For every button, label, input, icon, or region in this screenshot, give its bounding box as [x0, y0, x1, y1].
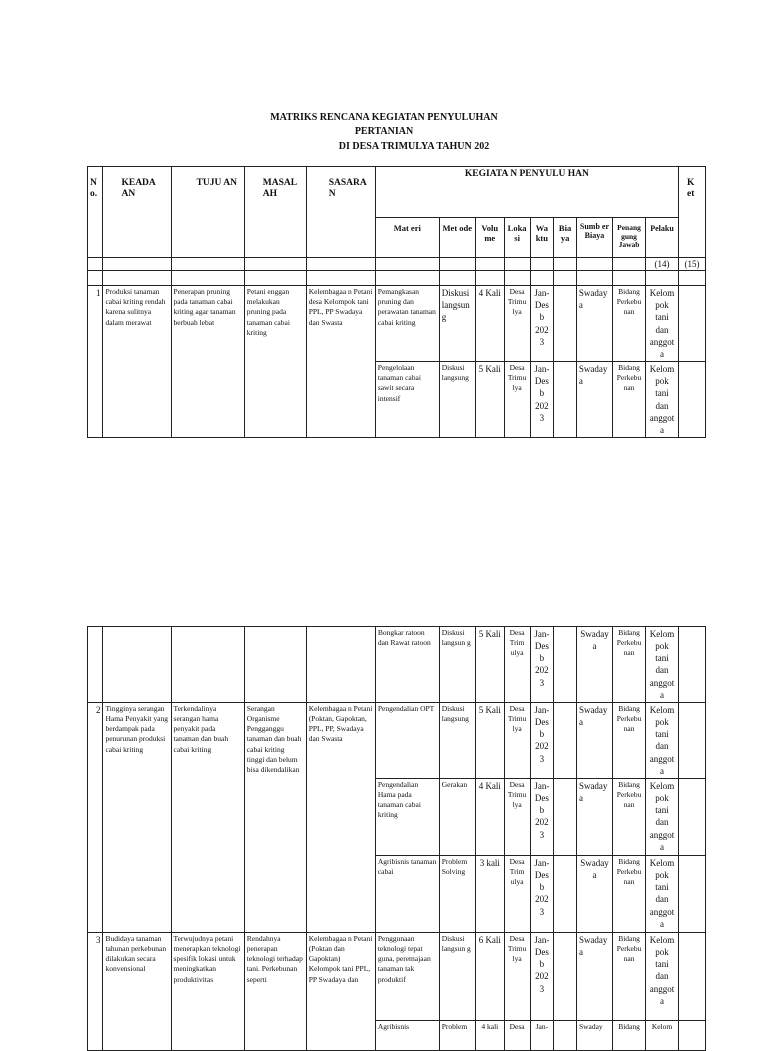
waktu-cell: Jan-Des b 202 3	[530, 933, 554, 1021]
number-row	[88, 258, 706, 271]
sumber-cell: Swaday	[576, 1021, 612, 1051]
header-no: N o.	[88, 167, 103, 258]
title-line-3: DI DESA TRIMULYA TAHUN 202	[338, 141, 490, 152]
header-penanggung-jawab: Penang gung Jawab	[613, 218, 646, 258]
pelaku-cell: Kelom pok tani dan anggot a	[646, 779, 679, 856]
materi-cell: Pengelolaan tanaman cabai sawit secara intensif	[375, 362, 439, 438]
pj-cell: Bidang Perkebu nan	[613, 856, 646, 933]
materi-cell: Agribisnis	[375, 1021, 439, 1051]
header-keadaan: KEADA AN	[103, 167, 171, 258]
header-ket: K et	[679, 167, 706, 258]
waktu-cell: Jan-Des b 202 3	[530, 286, 554, 362]
pj-cell: Bidang Perkebu nan	[613, 933, 646, 1021]
masalah-cell: Petani enggan melakukan pruning pada tanaman cabai kriting	[244, 286, 306, 438]
pelaku-cell: Kelom pok tani dan anggot a	[646, 286, 679, 362]
volume-cell: 5 Kali	[475, 362, 504, 438]
col-number-15: (15)	[679, 258, 706, 271]
matrix-table-1	[87, 166, 706, 438]
lokasi-cell: Desa	[504, 1021, 530, 1051]
keadaan-cell: Produksi tanaman cabai kriting rendah karena sulitnya dalam merawat	[103, 286, 171, 438]
waktu-cell: Jan-Des b 202 3	[530, 627, 554, 703]
row-number: 3	[88, 933, 103, 1051]
volume-cell: 3 kali	[475, 856, 504, 933]
header-tujuan: TUJU AN	[171, 167, 244, 258]
matrix-table-2	[87, 626, 706, 1051]
materi-cell: Pengendalian Hama pada tanaman cabai kriting	[375, 779, 439, 856]
metode-cell: Problem Solving	[439, 856, 475, 933]
pj-cell: Bidang	[613, 1021, 646, 1051]
sumber-cell: Swaday a	[576, 286, 612, 362]
header-materi: Mat eri	[375, 218, 439, 258]
biaya-cell	[554, 627, 577, 703]
lokasi-cell: Desa Trimu lya	[504, 779, 530, 856]
sasaran-cell: Kelembagaa n Petani (Poktan, Gapoktan, PPL, PP, Swadaya dan Swasta	[306, 703, 375, 933]
table-row	[88, 627, 706, 703]
header-kegiatan	[375, 167, 678, 218]
header-masalah: MASAL AH	[244, 167, 306, 258]
metode-cell: Diskusi langsung	[439, 362, 475, 438]
biaya-cell	[554, 779, 577, 856]
row-number: 2	[88, 703, 103, 933]
table-row	[88, 933, 706, 1021]
pj-cell: Bidang Perkebu nan	[613, 362, 646, 438]
empty-row	[88, 271, 706, 286]
volume-cell: 5 Kali	[475, 703, 504, 779]
sasaran-cell: Kelembagaa n Petani (Poktan dan Gapoktan) Kelompok tani PPL, PP Swadaya dan	[306, 933, 375, 1051]
waktu-cell: Jan-Des b 202 3	[530, 779, 554, 856]
pelaku-cell: Kelom pok tani dan anggot a	[646, 856, 679, 933]
waktu-cell: Jan-Des b 202 3	[530, 362, 554, 438]
lokasi-cell: Desa Trimu lya	[504, 286, 530, 362]
header-kegiatan-label: KEGIATA N PENYULU HAN	[464, 169, 589, 179]
sumber-cell: Swaday a	[576, 627, 612, 703]
waktu-cell: Jan-Des b 202 3	[530, 856, 554, 933]
lokasi-cell: Desa Trimu lya	[504, 703, 530, 779]
volume-cell: 4 Kali	[475, 779, 504, 856]
metode-cell: Diskusi langsun g	[439, 627, 475, 703]
volume-cell: 4 kali	[475, 1021, 504, 1051]
materi-cell: Agribisnis tanaman cabai	[375, 856, 439, 933]
materi-cell: Penggunaan teknologi tepat guna, peremajaan tanaman tak produktif	[375, 933, 439, 1021]
row-number: 1	[88, 286, 103, 438]
biaya-cell	[554, 286, 577, 362]
metode-cell: Gerakan	[439, 779, 475, 856]
pj-cell: Bidang Perkebu nan	[613, 627, 646, 703]
biaya-cell	[554, 856, 577, 933]
sumber-cell: Swaday a	[576, 362, 612, 438]
volume-cell: 6 Kali	[475, 933, 504, 1021]
metode-cell: Diskusi langsun g	[439, 286, 475, 362]
header-row-main	[88, 167, 706, 218]
pj-cell: Bidang Perkebu nan	[613, 286, 646, 362]
sumber-cell: Swaday a	[576, 933, 612, 1021]
sumber-cell: Swaday a	[576, 703, 612, 779]
header-volume: Volu me	[475, 218, 504, 258]
header-sumber-biaya: Sumb er Biaya	[576, 218, 612, 258]
masalah-cell: Serangan Organisme Pengganggu tanaman dan buah cabai kriting tinggi dan belum bisa dikendalikan	[244, 703, 306, 933]
tujuan-cell: Terkendalinya serangan hama penyakit pada tanaman dan buah cabai kriting	[171, 703, 244, 933]
lokasi-cell: Desa Trimu lya	[504, 933, 530, 1021]
lokasi-cell: Desa Trimu lya	[504, 362, 530, 438]
pj-cell: Bidang Perkebu nan	[613, 703, 646, 779]
volume-cell: 4 Kali	[475, 286, 504, 362]
metode-cell: Problem	[439, 1021, 475, 1051]
pj-cell: Bidang Perkebu nan	[613, 779, 646, 856]
materi-cell: Pemangkasan pruning dan perawatan tanaman cabai kriting	[375, 286, 439, 362]
title-line-2: PERTANIAN	[354, 126, 414, 137]
pelaku-cell: Kelom pok tani dan anggot a	[646, 933, 679, 1021]
sumber-cell: Swaday a	[576, 856, 612, 933]
volume-cell: 5 Kali	[475, 627, 504, 703]
pelaku-cell: Kelom pok tani dan anggot a	[646, 627, 679, 703]
header-metode: Met ode	[439, 218, 475, 258]
metode-cell: Diskusi langsun g	[439, 933, 475, 1021]
title-line-1: MATRIKS RENCANA KEGIATAN PENYULUHAN	[270, 112, 498, 123]
biaya-cell	[554, 1021, 577, 1051]
keadaan-cell: Tingginya serangan Hama Penyakit yang berdampak pada penurunan produksi cabai kriting	[103, 703, 171, 933]
pelaku-cell: Kelom pok tani dan anggot a	[646, 703, 679, 779]
header-waktu: Wa ktu	[530, 218, 554, 258]
sasaran-cell: Kelembagaa n Petani desa Kelompok tani PPL, PP Swadaya dan Swasta	[306, 286, 375, 438]
pelaku-cell: Kelom pok tani dan anggot a	[646, 362, 679, 438]
header-biaya: Bia ya	[554, 218, 577, 258]
masalah-cell: Rendahnya penerapan teknologi terhadap tani. Perkebunan seperti	[244, 933, 306, 1051]
biaya-cell	[554, 703, 577, 779]
header-lokasi: Loka si	[504, 218, 530, 258]
biaya-cell	[554, 362, 577, 438]
pelaku-cell: Kelom	[646, 1021, 679, 1051]
lokasi-cell: Desa Trim ulya	[504, 856, 530, 933]
metode-cell: Diskusi langsung	[439, 703, 475, 779]
lokasi-cell: Desa Trim ulya	[504, 627, 530, 703]
tujuan-cell: Terwujudnya petani menerapkan teknologi spesifik lokasi untuk meningkatkan produktivitas	[171, 933, 244, 1051]
header-sasaran: SASARA N	[306, 167, 375, 258]
biaya-cell	[554, 933, 577, 1021]
sumber-cell: Swaday a	[576, 779, 612, 856]
table-row	[88, 703, 706, 779]
materi-cell: Pengendalian OPT	[375, 703, 439, 779]
table-row	[88, 286, 706, 362]
col-number-14: (14)	[646, 258, 679, 271]
waktu-cell: Jan-Des b 202 3	[530, 703, 554, 779]
materi-cell: Bongkar ratoon dan Rawat ratoon	[375, 627, 439, 703]
tujuan-cell: Penerapan pruning pada tanaman cabai kriting agar tanaman berbuah lebat	[171, 286, 244, 438]
keadaan-cell: Budidaya tanaman tahunan perkebunan dilakukan secara konvensional	[103, 933, 171, 1051]
header-pelaku: Pelaku	[646, 218, 679, 258]
waktu-cell: Jan-	[530, 1021, 554, 1051]
